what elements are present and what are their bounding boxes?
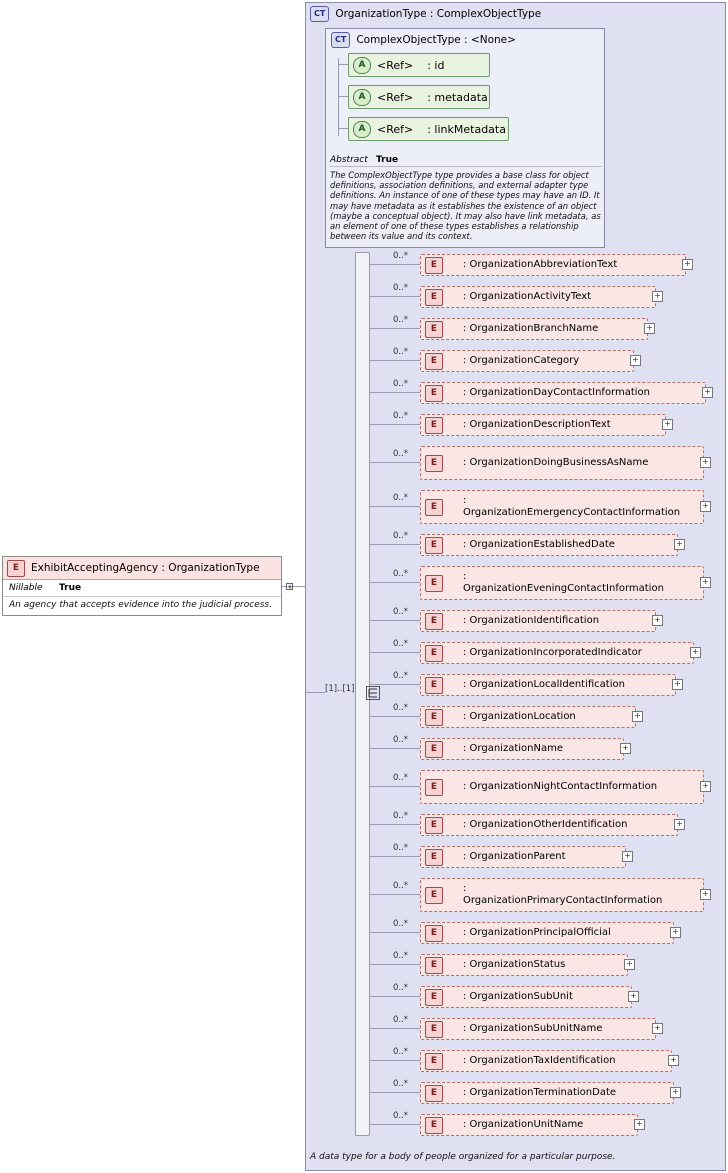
element-icon: E [425,817,443,834]
element-icon: E [425,849,443,866]
attribute-name: : linkMetadata [427,122,506,136]
element-icon: E [425,645,443,662]
expand-toggle[interactable]: + [690,647,701,658]
expand-toggle[interactable]: + [700,501,711,512]
connector-element [370,328,420,329]
element-title: ExhibitAcceptingAgency : OrganizationType [31,562,260,574]
abstract-row [330,153,602,167]
element-icon: E [425,887,443,904]
expand-toggle[interactable]: + [634,1119,645,1130]
element-name: : OrganizationPrincipalOfficial [463,927,611,938]
element-icon: E [425,709,443,726]
element-multiplicity: 0..* [393,283,409,293]
element-multiplicity: 0..* [393,919,409,929]
nillable-row [3,580,281,597]
expand-toggle[interactable]: + [652,615,663,626]
element-icon: E [425,417,443,434]
connector-element [370,1028,420,1029]
element-name: : OrganizationLocalIdentification [463,679,625,690]
element-multiplicity: 0..* [393,569,409,579]
element-multiplicity: 0..* [393,983,409,993]
element-multiplicity: 0..* [393,411,409,421]
element-name: : OrganizationSubUnitName [463,1023,603,1034]
element-name: : OrganizationPrimaryContactInformation [463,883,663,906]
element-multiplicity: 0..* [393,251,409,261]
element-name: : OrganizationBranchName [463,323,599,334]
element-icon: E [425,989,443,1006]
connector-element [370,996,420,997]
element-name: : OrganizationName [463,743,563,754]
element-icon: E [425,741,443,758]
element-name: : OrganizationDescriptionText [463,419,611,430]
expand-toggle[interactable]: + [700,889,711,900]
element-name: : OrganizationNightContactInformation [463,781,658,792]
element-icon: E [425,1085,443,1102]
abstract-label: Abstract [330,154,368,165]
element-multiplicity: 0..* [393,493,409,503]
element-multiplicity: 0..* [393,703,409,713]
connector-element [370,964,420,965]
element-description: An agency that accepts evidence into the judicial process. [9,600,272,610]
element-row[interactable] [420,534,678,556]
expand-toggle[interactable]: + [702,387,713,398]
connector-element [370,296,420,297]
attribute-name: : metadata [427,90,488,104]
connector-element [370,1060,420,1061]
connector-element [370,932,420,933]
element-multiplicity: 0..* [393,1111,409,1121]
complex-type-header [310,5,541,22]
element-name: : OrganizationCategory [463,355,580,366]
element-multiplicity: 0..* [393,607,409,617]
expand-toggle[interactable]: + [672,679,683,690]
connector-element [370,1124,420,1125]
element-icon: E [425,257,443,274]
element-name: : OrganizationEstablishedDate [463,539,615,550]
element-row[interactable] [420,1082,674,1104]
element-name: : OrganizationIncorporatedIndicator [463,647,642,658]
element-name: : OrganizationActivityText [463,291,592,302]
element-row[interactable] [420,922,674,944]
element-icon: E [7,560,25,577]
element-multiplicity: 0..* [393,1015,409,1025]
expand-toggle[interactable]: + [628,991,639,1002]
element-row[interactable] [420,1050,672,1072]
expand-toggle[interactable]: + [674,819,685,830]
element-row[interactable] [420,674,676,696]
expand-toggle[interactable]: + [624,959,635,970]
element-row[interactable] [420,954,628,976]
element-name: : OrganizationLocation [463,711,576,722]
expand-toggle[interactable]: + [682,259,693,270]
nillable-value: True [59,583,82,593]
element-multiplicity: 0..* [393,843,409,853]
connector-element [370,506,420,507]
expand-toggle[interactable]: + [700,577,711,588]
attr-spine [338,58,339,136]
element-name: : OrganizationDoingBusinessAsName [463,457,649,468]
sequence-cardinality: [1]..[1] [325,684,355,694]
element-row[interactable] [420,610,656,632]
element-icon: E [425,575,443,592]
connector-sequence-in [305,692,325,693]
connector-element [370,786,420,787]
element-row[interactable] [420,318,648,340]
element-row[interactable] [420,414,666,436]
connector-element [370,582,420,583]
element-multiplicity: 0..* [393,347,409,357]
element-name: : OrganizationTaxIdentification [463,1055,616,1066]
connector-element [370,652,420,653]
connector-element [370,684,420,685]
element-icon: E [425,613,443,630]
element-icon: E [425,1117,443,1134]
complex-type-footer: A data type for a body of people organized for a particular purpose. [310,1152,616,1162]
abstract-value: True [376,154,399,165]
element-row[interactable] [420,566,704,600]
connector-element [370,856,420,857]
element-row[interactable] [420,642,694,664]
element-icon: E [425,677,443,694]
attr-branch-2 [338,96,348,97]
expand-toggle[interactable]: + [622,851,633,862]
element-name: : OrganizationSubUnit [463,991,573,1002]
complextype-icon: CT [310,6,329,22]
complex-type-title: OrganizationType : ComplexObjectType [335,7,542,20]
element-row[interactable] [420,382,706,404]
element-name: : OrganizationAbbreviationText [463,259,618,270]
element-icon: E [425,537,443,554]
element-multiplicity: 0..* [393,671,409,681]
expand-toggle[interactable]: + [620,743,631,754]
element-icon: E [425,353,443,370]
expand-toggle[interactable]: + [630,355,641,366]
base-type-description: The ComplexObjectType type provides a base class for object definitions, association definitions, and external adapter type definitions. An instance of one of these types may have an ID. It may have metadata as it establishes the existence of an object (maybe a conceptual object). It may also have link metadata, as an element of one of these types establishes a relationship between its value and its context. [330,170,601,242]
connector-element [370,462,420,463]
element-row[interactable] [420,706,636,728]
attribute-ref: <Ref> [377,58,414,72]
expand-toggle[interactable]: + [700,457,711,468]
expand-toggle[interactable]: + [632,711,643,722]
element-multiplicity: 0..* [393,735,409,745]
element-row[interactable] [420,814,678,836]
element-multiplicity: 0..* [393,811,409,821]
connector-element [370,748,420,749]
element-name: : OrganizationEmergencyContactInformation [463,495,681,518]
expand-toggle-left[interactable]: + [287,583,293,591]
element-row[interactable] [420,986,632,1008]
expand-toggle[interactable]: + [670,927,681,938]
element-icon: E [425,385,443,402]
expand-toggle[interactable]: + [700,781,711,792]
element-row[interactable] [420,846,626,868]
element-icon: E [425,925,443,942]
element-row[interactable] [420,254,686,276]
element-multiplicity: 0..* [393,449,409,459]
attribute-ref: <Ref> [377,122,414,136]
element-icon: E [425,455,443,472]
complextype-base-icon: CT [331,32,350,48]
element-row[interactable] [420,1018,656,1040]
expand-toggle[interactable]: + [670,1087,681,1098]
element-multiplicity: 0..* [393,951,409,961]
attr-branch-3 [338,128,348,129]
element-icon: E [425,1053,443,1070]
attribute-row[interactable] [348,53,490,77]
element-icon: E [425,957,443,974]
element-multiplicity: 0..* [393,773,409,783]
attribute-icon: A [353,57,371,74]
element-name: : OrganizationUnitName [463,1119,584,1130]
nillable-label: Nillable [9,583,43,593]
base-type-header [331,32,516,48]
element-row[interactable] [420,738,624,760]
element-row[interactable] [420,446,704,480]
element-multiplicity: 0..* [393,531,409,541]
connector-element [370,716,420,717]
element-name: : OrganizationEveningContactInformation [463,571,664,594]
element-name: : OrganizationOtherIdentification [463,819,628,830]
element-row[interactable] [420,770,704,804]
base-type-title: ComplexObjectType : <None> [356,34,516,46]
expand-toggle[interactable]: + [652,1023,663,1034]
attribute-row[interactable] [348,117,509,141]
element-row[interactable] [420,286,656,308]
connector-element [370,544,420,545]
connector-element [370,824,420,825]
element-multiplicity: 0..* [393,1079,409,1089]
expand-toggle[interactable]: + [662,419,673,430]
element-multiplicity: 0..* [393,1047,409,1057]
attr-branch-1 [338,64,348,65]
element-icon: E [425,1021,443,1038]
sequence-icon [366,686,380,700]
element-name: : OrganizationParent [463,851,566,862]
element-multiplicity: 0..* [393,315,409,325]
element-multiplicity: 0..* [393,881,409,891]
element-multiplicity: 0..* [393,379,409,389]
attribute-ref: <Ref> [377,90,414,104]
expand-toggle[interactable]: + [674,539,685,550]
connector-element [370,894,420,895]
element-icon: E [425,289,443,306]
element-multiplicity: 0..* [393,639,409,649]
expand-toggle[interactable]: + [668,1055,679,1066]
attribute-name: : id [427,58,445,72]
element-icon: E [425,499,443,516]
element-row[interactable] [420,1114,638,1136]
connector-element [370,1092,420,1093]
element-row[interactable] [420,350,634,372]
element-name: : OrganizationTerminationDate [463,1087,617,1098]
attribute-icon: A [353,121,371,138]
element-header [3,557,281,580]
connector-element [370,620,420,621]
element-row[interactable] [420,878,704,912]
attribute-icon: A [353,89,371,106]
element-name: : OrganizationIdentification [463,615,600,626]
connector-element [370,424,420,425]
element-name: : OrganizationStatus [463,959,566,970]
element-exhibit-accepting-agency[interactable] [2,556,282,616]
element-icon: E [425,321,443,338]
attribute-row[interactable] [348,85,490,109]
element-row[interactable] [420,490,704,524]
element-icon: E [425,779,443,796]
connector-element [370,360,420,361]
connector-element [370,392,420,393]
connector-element [370,264,420,265]
element-name: : OrganizationDayContactInformation [463,387,651,398]
expand-toggle[interactable]: + [652,291,663,302]
expand-toggle[interactable]: + [644,323,655,334]
